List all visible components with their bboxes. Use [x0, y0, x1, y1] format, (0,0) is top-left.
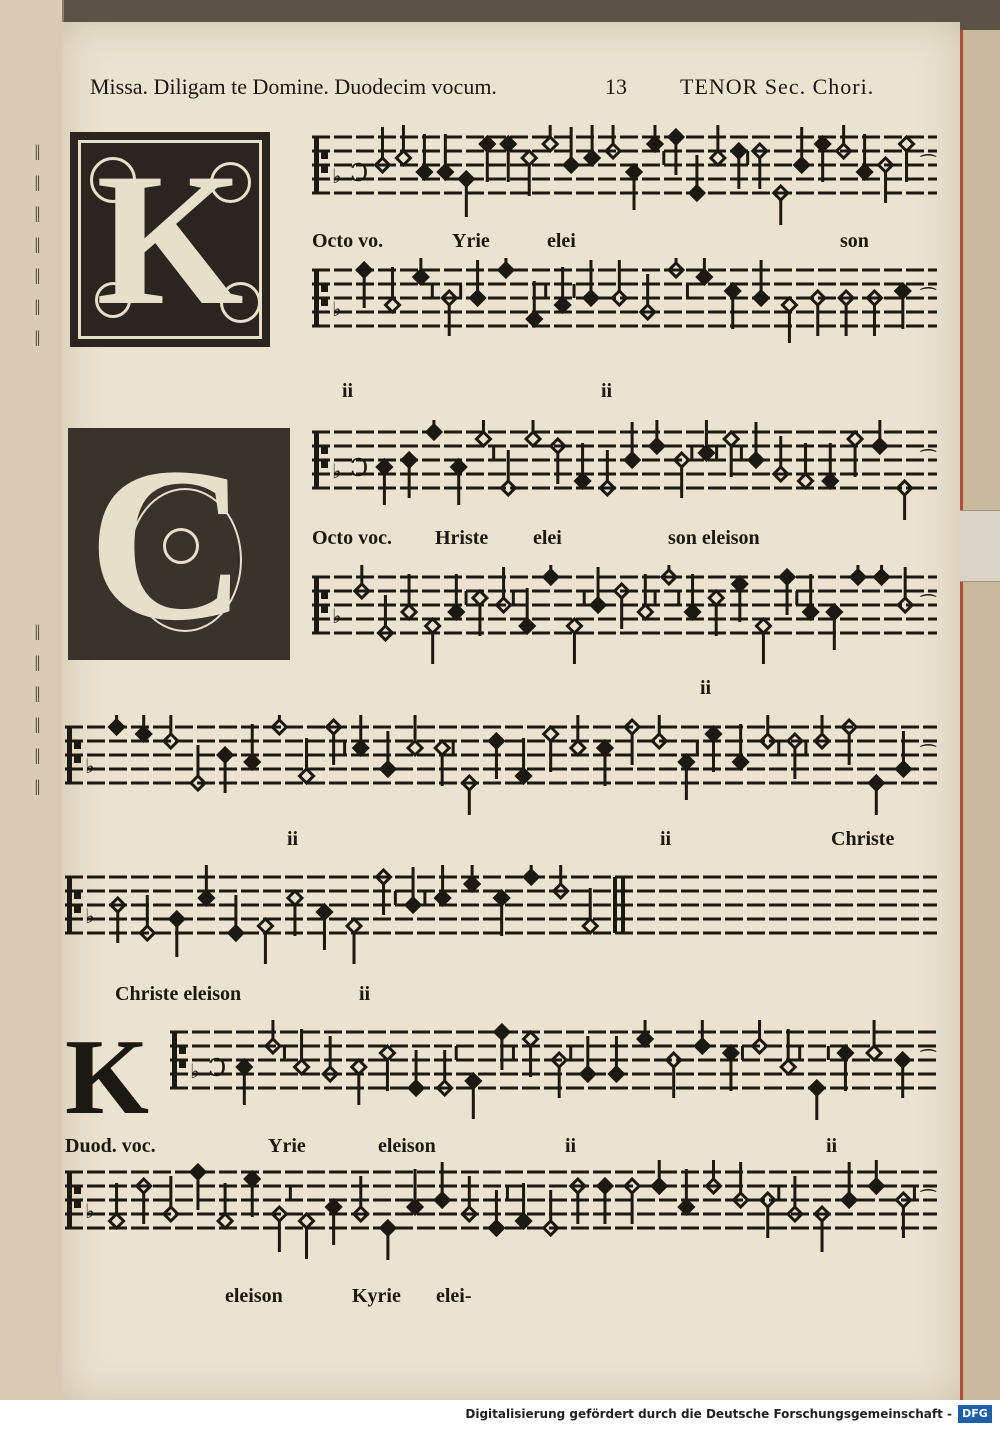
note-glyph	[272, 1186, 291, 1252]
note-glyph	[707, 727, 721, 772]
lyric-text: ii	[660, 828, 672, 850]
c-clef-icon	[67, 877, 81, 933]
note-glyph	[648, 125, 665, 165]
note-glyph	[266, 1020, 286, 1060]
note-glyph	[355, 565, 369, 598]
c-clef-icon	[314, 137, 328, 193]
initial-c-pictorial: C	[68, 428, 290, 660]
note-glyph	[272, 715, 286, 734]
c-clef-icon	[67, 727, 81, 783]
c-clef-icon	[314, 577, 328, 633]
staff-3	[312, 420, 937, 520]
note-glyph	[837, 125, 851, 158]
note-glyph	[724, 432, 743, 477]
note-glyph	[900, 137, 914, 182]
custos-icon: ⁀	[921, 1190, 936, 1211]
running-header	[90, 74, 920, 104]
note-glyph	[761, 715, 780, 755]
flat-sign-icon: ♭	[332, 459, 342, 483]
note-glyph	[402, 574, 416, 619]
note-glyph	[815, 715, 829, 748]
note-glyph	[827, 605, 841, 650]
note-glyph	[804, 574, 818, 619]
note-glyph	[711, 125, 725, 165]
initial-k-ornamental: K	[70, 132, 270, 347]
note-glyph	[426, 619, 440, 664]
note-glyph	[347, 919, 361, 964]
lyric-text: Christe	[831, 828, 895, 850]
note-glyph	[724, 1046, 744, 1091]
note-glyph	[898, 481, 912, 520]
mensuration-sign-icon: Ɔ	[350, 159, 369, 187]
note-glyph	[576, 443, 590, 488]
note-glyph	[452, 460, 466, 505]
note-glyph	[427, 420, 441, 439]
bookmark-clip	[955, 510, 1000, 582]
lyric-text: Hriste	[435, 527, 489, 549]
flat-sign-icon: ♭	[332, 164, 342, 188]
note-glyph	[556, 267, 576, 312]
custos-icon: ⁀	[921, 595, 936, 616]
staff-7	[170, 1020, 937, 1120]
note-glyph	[544, 727, 558, 772]
flat-sign-icon: ♭	[332, 604, 342, 628]
note-glyph	[782, 298, 796, 343]
note-glyph	[675, 446, 694, 498]
flat-sign-icon: ♭	[332, 297, 342, 321]
note-glyph	[781, 1029, 801, 1074]
note-glyph	[652, 1160, 666, 1193]
note-glyph	[466, 1074, 480, 1119]
c-clef-icon	[172, 1032, 186, 1088]
flat-sign-icon: ♭	[85, 1199, 95, 1223]
note-glyph	[495, 891, 509, 936]
flat-sign-icon: ♭	[85, 904, 95, 928]
note-glyph	[567, 591, 585, 664]
lyric-text: Yrie	[268, 1135, 306, 1157]
lyric-text: elei-	[436, 1285, 472, 1307]
custos-icon: ⁀	[921, 1050, 936, 1071]
note-glyph	[524, 1032, 538, 1077]
custos-icon: ⁀	[921, 450, 936, 471]
custos-icon: ⁀	[921, 155, 936, 176]
dfg-logo: DFG	[958, 1405, 992, 1423]
lyric-text: Octo voc.	[312, 527, 392, 549]
note-glyph	[517, 1183, 531, 1228]
lyric-text: Octo vo.	[312, 230, 384, 252]
note-glyph	[414, 258, 434, 298]
note-glyph	[816, 137, 830, 182]
note-glyph	[756, 619, 770, 664]
flat-sign-icon: ♭	[190, 1059, 200, 1083]
lyric-text: ii	[700, 677, 712, 699]
note-glyph	[652, 715, 666, 748]
lyric-text: elei	[547, 230, 576, 252]
note-glyph	[707, 1160, 721, 1193]
lyric-text: ii	[342, 380, 354, 402]
note-glyph	[662, 565, 680, 605]
note-glyph	[823, 443, 837, 488]
note-glyph	[258, 919, 272, 964]
note-glyph	[352, 1060, 366, 1105]
note-glyph	[598, 741, 612, 786]
note-glyph	[381, 1221, 395, 1260]
note-glyph	[245, 1172, 259, 1217]
note-glyph	[709, 591, 723, 636]
note-glyph	[606, 125, 620, 158]
note-glyph	[110, 715, 124, 734]
note-glyph	[380, 1046, 394, 1091]
mensuration-sign-icon: Ɔ	[208, 1054, 227, 1082]
note-glyph	[869, 776, 883, 815]
note-glyph	[408, 715, 422, 755]
note-glyph	[650, 420, 664, 453]
lyric-text: ii	[359, 983, 371, 1005]
lyric-text: son eleison	[668, 527, 760, 549]
note-glyph	[544, 565, 558, 584]
note-glyph	[552, 1046, 572, 1098]
mensuration-sign-icon: Ɔ	[350, 454, 369, 482]
note-glyph	[245, 724, 259, 769]
staff-5	[65, 715, 937, 815]
note-glyph	[524, 865, 538, 884]
voice-part: TENOR Sec. Chori.	[680, 74, 875, 99]
note-glyph	[295, 1029, 309, 1074]
funding-credit: Digitalisierung gefördert durch die Deutsche Forschungsgemeinschaft -	[465, 1407, 952, 1421]
note-glyph	[869, 1160, 883, 1193]
note-glyph	[442, 284, 462, 336]
lyric-text: elei	[533, 527, 562, 549]
note-glyph	[896, 284, 910, 329]
note-glyph	[585, 125, 599, 165]
note-glyph	[520, 588, 534, 633]
note-glyph	[734, 724, 748, 769]
facing-page-text: ‖‖‖‖‖‖‖	[25, 140, 50, 357]
note-glyph	[199, 865, 213, 905]
note-glyph	[435, 741, 454, 786]
note-glyph	[386, 267, 400, 312]
note-glyph	[317, 905, 331, 950]
note-glyph	[799, 443, 813, 488]
flat-sign-icon: ♭	[85, 754, 95, 778]
note-glyph	[517, 738, 531, 783]
lyric-text: eleison	[378, 1135, 436, 1157]
c-clef-icon	[67, 1172, 81, 1228]
note-glyph	[571, 715, 585, 755]
staff-1	[312, 125, 937, 225]
note-glyph	[583, 888, 597, 933]
note-glyph	[110, 1183, 124, 1228]
note-glyph	[354, 715, 368, 755]
note-glyph	[733, 577, 747, 622]
note-glyph	[408, 1169, 422, 1214]
note-glyph	[300, 1214, 314, 1259]
note-glyph	[164, 715, 178, 748]
note-glyph	[638, 574, 656, 619]
lyric-text: ii	[826, 1135, 838, 1157]
note-glyph	[858, 134, 872, 179]
c-clef-icon	[314, 432, 328, 488]
lyric-text: Christe eleison	[115, 983, 242, 1005]
note-glyph	[327, 1200, 341, 1245]
note-glyph	[237, 1060, 251, 1105]
note-glyph	[449, 574, 467, 619]
note-glyph	[501, 137, 515, 182]
lyric-text: ii	[565, 1135, 577, 1157]
note-glyph	[396, 125, 410, 165]
staff-8	[65, 1160, 937, 1260]
digitization-footer	[0, 1400, 1000, 1431]
note-glyph	[300, 738, 314, 783]
note-glyph	[627, 165, 641, 210]
lyric-text: Kyrie	[352, 1285, 401, 1307]
note-glyph	[377, 460, 391, 505]
mass-title: Missa. Diligam te Domine. Duodecim vocum.	[90, 74, 497, 99]
lyric-text: Yrie	[452, 230, 490, 252]
note-glyph	[810, 1046, 830, 1120]
note-glyph	[867, 1020, 881, 1060]
staff-4	[312, 565, 937, 665]
staff-2	[312, 258, 937, 358]
facing-page-text: ‖‖‖‖‖‖	[25, 620, 50, 806]
note-glyph	[554, 865, 568, 898]
note-glyph	[499, 258, 513, 277]
note-glyph	[527, 281, 547, 326]
note-glyph	[848, 432, 862, 477]
note-glyph	[753, 1020, 767, 1053]
note-glyph	[522, 151, 536, 196]
note-glyph	[218, 1183, 232, 1228]
note-glyph	[288, 891, 302, 936]
custos-icon: ⁀	[921, 745, 936, 766]
note-glyph	[669, 258, 689, 298]
note-glyph	[436, 865, 450, 905]
lyric-text: son	[840, 230, 869, 252]
note-glyph	[476, 420, 495, 460]
note-glyph	[686, 574, 700, 619]
note-glyph	[875, 565, 889, 584]
page-edge	[960, 30, 1000, 1400]
initial-k-plain: K	[65, 1018, 150, 1137]
lyric-text: eleison	[225, 1285, 283, 1307]
note-glyph	[851, 565, 865, 584]
lyric-text: Duod. voc.	[65, 1135, 156, 1157]
note-glyph	[438, 134, 452, 179]
note-glyph	[695, 1020, 709, 1053]
note-glyph	[726, 284, 740, 329]
note-glyph	[480, 137, 494, 182]
facing-page-fragment	[0, 0, 64, 1400]
note-glyph	[761, 1186, 780, 1238]
note-glyph	[896, 1186, 915, 1238]
custos-icon: ⁀	[921, 288, 936, 309]
folio-number: 13	[605, 74, 627, 99]
note-glyph	[699, 420, 718, 460]
note-glyph	[473, 591, 487, 636]
note-glyph	[417, 134, 431, 179]
note-glyph	[873, 420, 887, 453]
staff-6	[65, 865, 937, 965]
lyric-text: ii	[601, 380, 613, 402]
c-clef-icon	[314, 270, 328, 326]
lyric-text: ii	[287, 828, 299, 850]
note-glyph	[838, 1046, 852, 1091]
note-glyph	[679, 1169, 693, 1214]
